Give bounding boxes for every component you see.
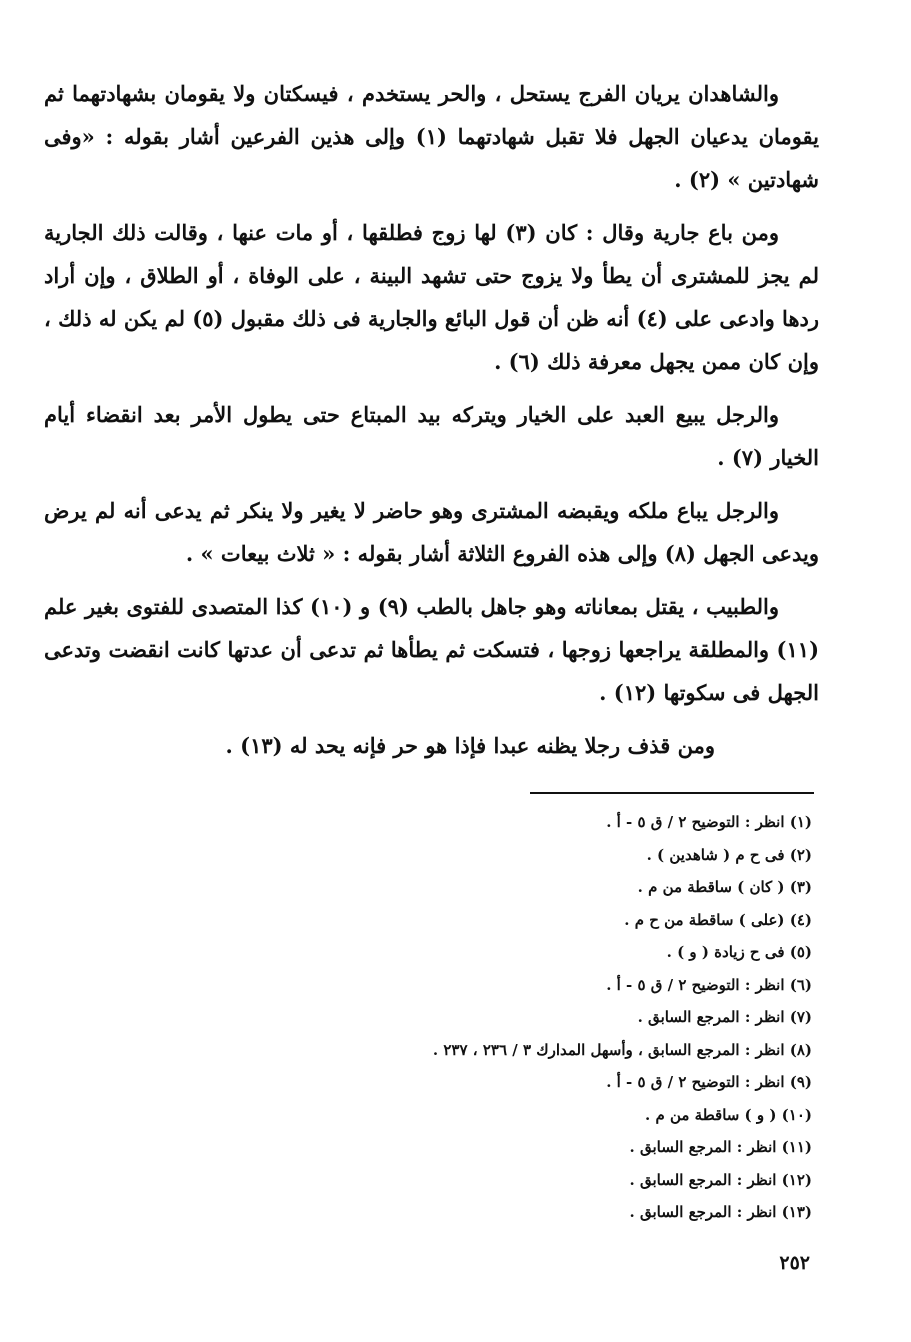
footnote-11: (١١) انظر : المرجع السابق . xyxy=(629,1138,812,1156)
paragraph-4: والرجل يباع ملكه ويقبضه المشترى وهو حاضر لا يغير ولا ينكر ثم يدعى أنه لم يرض ويدعى الجهل (٨) وإلى هذه الفروع الثلاثة أشار بقوله : « ثلاث بيعات » . xyxy=(44,498,819,566)
main-text xyxy=(44,72,819,777)
footnote-2: (٢) فى ح م ( شاهدين ) . xyxy=(646,845,812,864)
footnotes xyxy=(300,806,812,1229)
footnote-3: (٣) ( كان ) ساقطة من م . xyxy=(637,878,812,896)
paragraph-6: ومن قذف رجلا يظنه عبدا فإذا هو حر فإنه يحد له (١٣) . xyxy=(225,733,715,758)
footnote-5: (٥) فى ح زيادة ( و ) . xyxy=(666,943,812,961)
footnote-1: (١) انظر : التوضيح ٢ / ق ٥ - أ . xyxy=(606,813,812,831)
footnote-12: (١٢) انظر : المرجع السابق . xyxy=(629,1170,812,1189)
paragraph-5: والطبيب ، يقتل بمعاناته وهو جاهل بالطب (٩) و (١٠) كذا المتصدى للفتوى بغير علم (١١) والمطلقة يراجعها زوجها ، فتسكت ثم يطأها ثم تدعى أن عدتها كانت انقضت وتدعى الجهل فى سكوتها (١٢) . xyxy=(44,594,819,705)
footnote-10: (١٠) ( و ) ساقطة من م . xyxy=(645,1105,812,1124)
footnote-4: (٤) (على ) ساقطة من ح م . xyxy=(624,910,812,929)
paragraph-1: والشاهدان يريان الفرج يستحل ، والحر يستخدم ، فيسكتان ولا يقومان بشهادتهما ثم يقومان يدعيان الجهل فلا تقبل شهادتهما (١) وإلى هذين الفرعين أشار بقوله : «وفى شهادتين » (٢) . xyxy=(44,81,820,192)
page-number: ٢٥٢ xyxy=(779,1252,810,1274)
paragraph-3: والرجل يبيع العبد على الخيار ويتركه بيد المبتاع حتى يطول الأمر بعد انقضاء أيام الخيار (٧) . xyxy=(44,402,819,470)
footnote-13: (١٣) انظر : المرجع السابق . xyxy=(629,1203,812,1221)
footnote-8: (٨) انظر : المرجع السابق ، وأسهل المدارك ٣ / ٢٣٦ ، ٢٣٧ . xyxy=(432,1040,812,1059)
footnote-7: (٧) انظر : المرجع السابق . xyxy=(637,1008,812,1026)
paragraph-2: ومن باع جارية وقال : كان (٣) لها زوج فطلقها ، أو مات عنها ، وقالت ذلك الجارية لم يجز للمشترى أن يطأ ولا يزوج حتى تشهد البينة ، على الوفاة ، أو الطلاق ، وإن أراد ردها وادعى على (٤) أنه ظن أن قول البائع والجارية فى ذلك مقبول (٥) لم يكن له ذلك ، وإن كان ممن يجهل معرفة ذلك (٦) . xyxy=(44,220,820,374)
footnote-divider xyxy=(530,792,814,794)
footnote-6: (٦) انظر : التوضيح ٢ / ق ٥ - أ . xyxy=(606,975,812,994)
footnote-9: (٩) انظر : التوضيح ٢ / ق ٥ - أ . xyxy=(606,1073,812,1091)
